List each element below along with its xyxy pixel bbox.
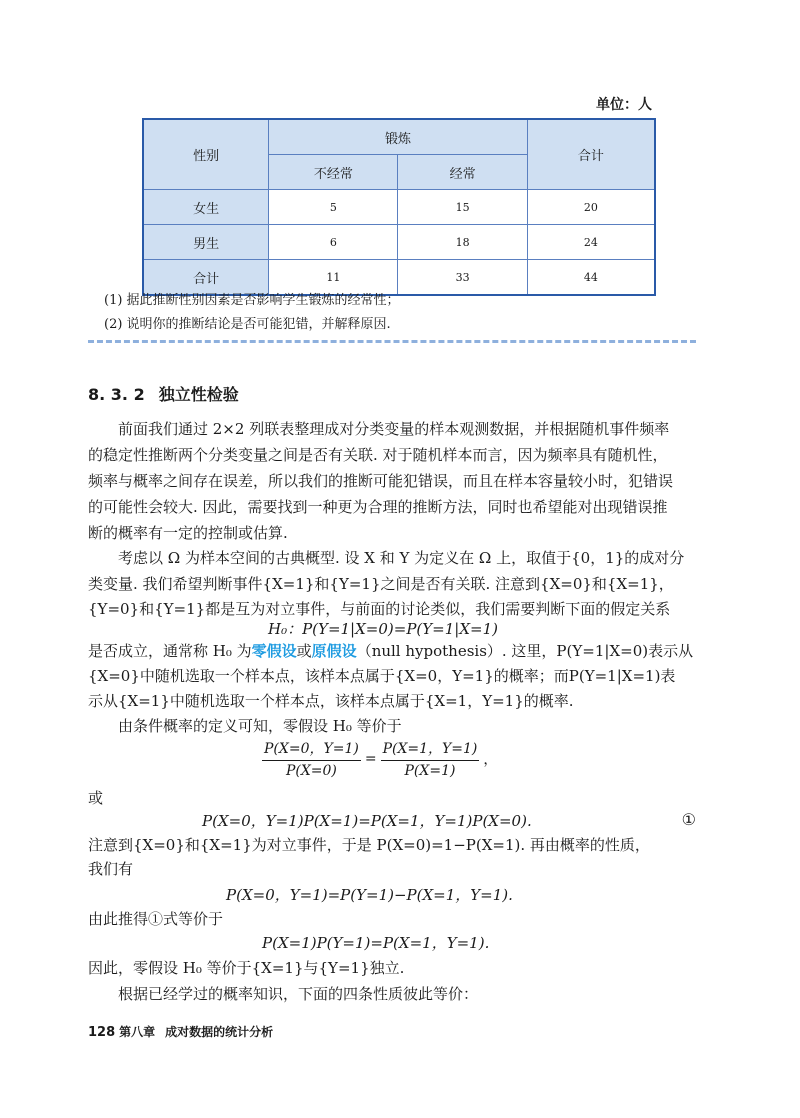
contingency-table <box>142 118 656 296</box>
term-null-hypothesis: 零假设 <box>251 642 297 660</box>
row-label: 合计 <box>143 260 269 296</box>
chapter-title: 成对数据的统计分析 <box>165 1025 274 1039</box>
paragraph-line: 的稳定性推断两个分类变量之间是否有关联. 对于随机样本而言，因为频率具有随机性， <box>88 446 668 464</box>
table-cell: 11 <box>269 260 398 296</box>
paragraph-line: 的可能性会较大. 因此，需要找到一种更为合理的推断方法，同时也希望能对出现错误推 <box>88 498 668 516</box>
text-segment: （null hypothesis）. 这里，P(Y=1|X=0)表示从 <box>356 642 694 660</box>
equation-marker: ① <box>681 810 696 829</box>
header-frequent: 经常 <box>398 155 527 190</box>
text-segment: 是否成立，通常称 H₀ 为 <box>88 642 252 660</box>
table-cell: 6 <box>269 225 398 260</box>
paragraph-line: {Y=0}和{Y=1}都是互为对立事件，与前面的讨论类似，我们需要判断下面的假定关系 <box>88 600 671 618</box>
question-1: (1) 据此推断性别因素是否影响学生锻炼的经常性； <box>104 293 400 308</box>
text-segment: 或 <box>296 642 312 660</box>
table-cell: 20 <box>527 190 655 225</box>
equation-2: P(X=0，Y=1)=P(Y=1)−P(X=1，Y=1). <box>226 886 513 904</box>
section-number: 8. 3. 2 <box>88 385 145 404</box>
header-infrequent: 不经常 <box>269 155 398 190</box>
term-original-hypothesis: 原假设 <box>311 642 357 660</box>
paragraph-line <box>88 640 698 661</box>
paragraph-line: 类变量. 我们希望判断事件{X=1}和{Y=1}之间是否有关联. 注意到{X=0}和{X=1}， <box>88 575 674 593</box>
header-exercise: 锻炼 <box>269 119 527 155</box>
or-label: 或 <box>88 789 104 807</box>
row-label: 女生 <box>143 190 269 225</box>
equals-sign: = <box>364 750 377 767</box>
paragraph-line: 因此，零假设 H₀ 等价于{X=1}与{Y=1}独立. <box>88 959 405 977</box>
table-header-row <box>143 119 655 155</box>
table-cell: 44 <box>527 260 655 296</box>
unit-label: 单位：人 <box>596 97 652 113</box>
page-footer <box>88 1023 273 1040</box>
equation-3: P(X=1)P(Y=1)=P(X=1，Y=1). <box>262 934 490 952</box>
paragraph-line: 由条件概率的定义可知，零假设 H₀ 等价于 <box>118 717 402 735</box>
paragraph-line: {X=0}中随机选取一个样本点，该样本点属于{X=0，Y=1}的概率；而P(Y=1|X=1)表 <box>88 667 676 685</box>
section-heading <box>88 382 239 405</box>
denominator: P(X=1) <box>404 763 456 779</box>
question-2: (2) 说明你的推断结论是否可能犯错，并解释原因. <box>104 317 391 332</box>
paragraph-line: 考虑以 Ω 为样本空间的古典概型. 设 X 和 Y 为定义在 Ω 上，取值于{0，1}的成对分 <box>118 549 685 567</box>
paragraph-line: 注意到{X=0}和{X=1}为对立事件，于是 P(X=0)=1−P(X=1). 再由概率的性质， <box>88 836 650 854</box>
paragraph-line: 示从{X=1}中随机选取一个样本点，该样本点属于{X=1，Y=1}的概率. <box>88 692 574 710</box>
row-label: 男生 <box>143 225 269 260</box>
table-row <box>143 225 655 260</box>
dashed-divider <box>88 340 696 343</box>
table-cell: 18 <box>398 225 527 260</box>
equation-1: P(X=0，Y=1)P(X=1)=P(X=1，Y=1)P(X=0). <box>202 812 532 830</box>
h0-equation: H₀：P(Y=1|X=0)=P(Y=1|X=1) <box>268 620 498 638</box>
paragraph-line: 根据已经学过的概率知识，下面的四条性质彼此等价： <box>118 985 479 1003</box>
paragraph-line: 前面我们通过 2×2 列联表整理成对分类变量的样本观测数据，并根据随机事件频率 <box>118 420 670 438</box>
paragraph-line: 频率与概率之间存在误差，所以我们的推断可能犯错误，而且在样本容量较小时，犯错误 <box>88 472 674 490</box>
table-cell: 15 <box>398 190 527 225</box>
paragraph-line: 由此推得①式等价于 <box>88 910 224 928</box>
page-number: 128 <box>88 1025 116 1040</box>
paragraph-line: 断的概率有一定的控制或估算. <box>88 524 288 542</box>
fraction-left <box>262 738 361 779</box>
numerator: P(X=0，Y=1) <box>262 738 361 761</box>
table-cell: 33 <box>398 260 527 296</box>
comma: ， <box>483 751 498 768</box>
section-title: 独立性检验 <box>158 385 239 404</box>
table-cell: 5 <box>269 190 398 225</box>
fraction-equation <box>262 738 501 779</box>
denominator: P(X=0) <box>285 763 337 779</box>
table-cell: 24 <box>527 225 655 260</box>
paragraph-line: 我们有 <box>88 860 134 878</box>
header-gender: 性别 <box>143 119 269 190</box>
numerator: P(X=1，Y=1) <box>381 738 480 761</box>
table-row <box>143 190 655 225</box>
chapter-label: 第八章 <box>119 1025 156 1039</box>
header-total: 合计 <box>527 119 655 190</box>
fraction-right <box>381 738 480 779</box>
